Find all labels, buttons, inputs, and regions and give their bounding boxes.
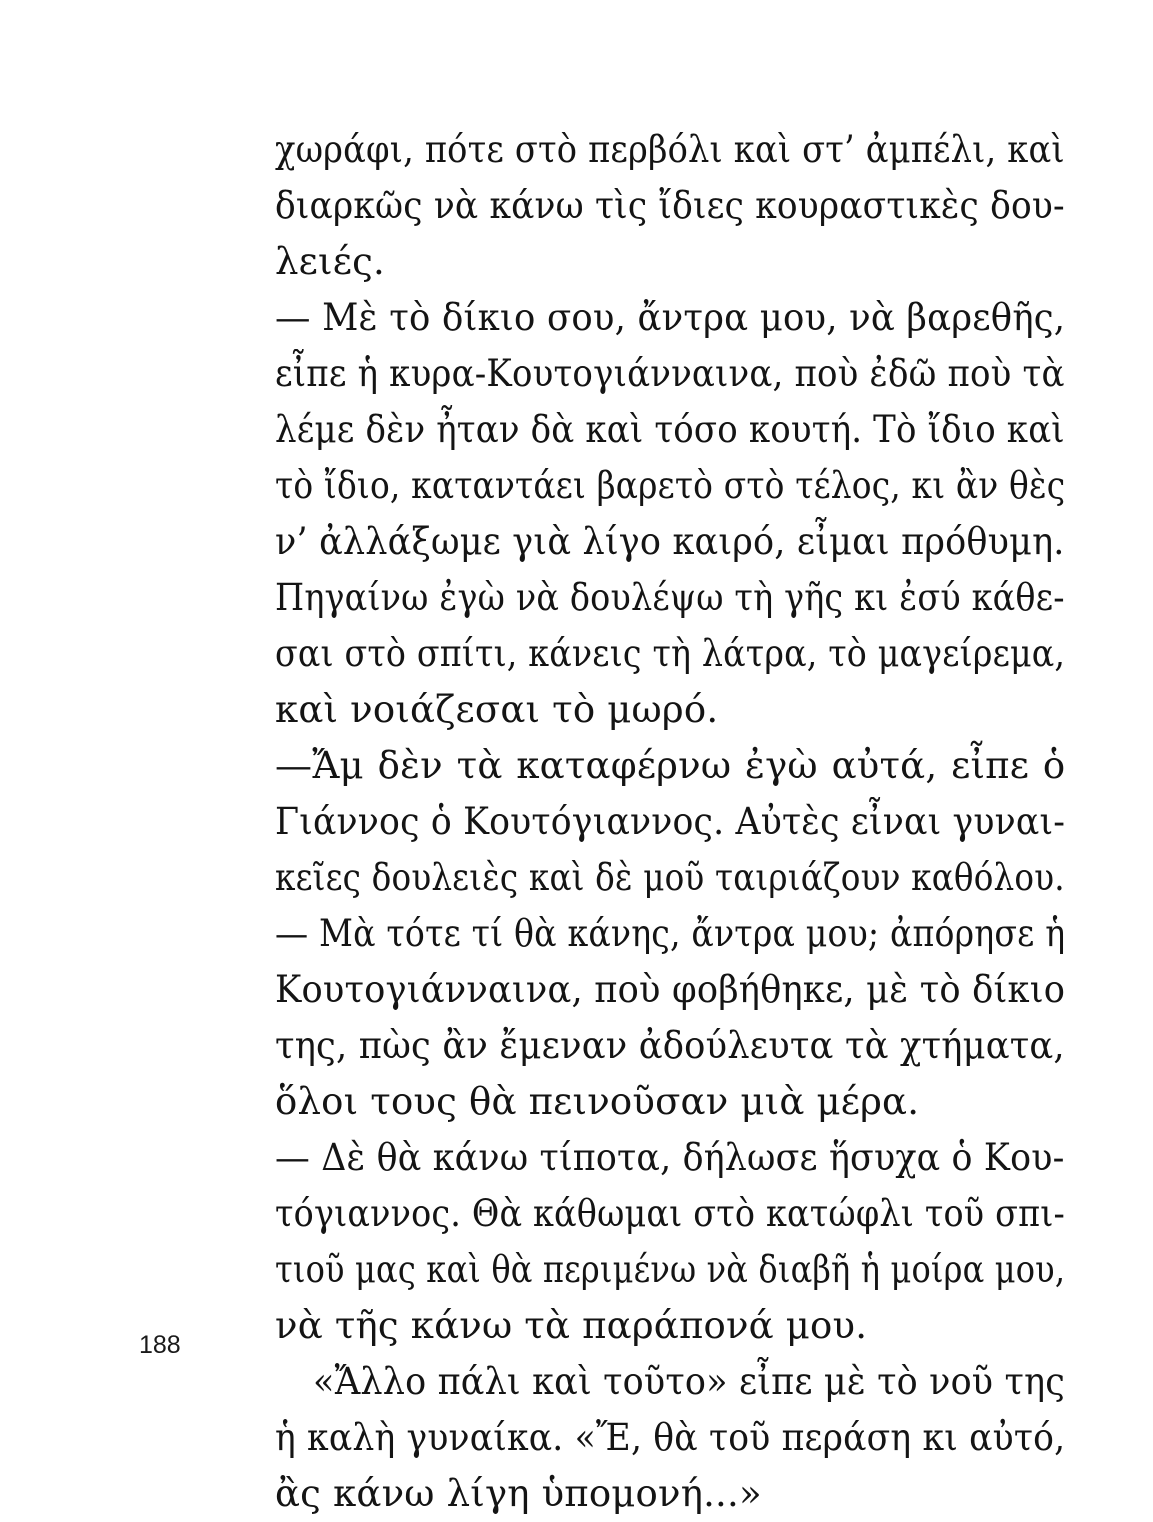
text-line: ν’ ἀλλάξωμε γιὰ λίγο καιρό, εἶμαι πρόθυμη. xyxy=(275,520,1065,563)
text-line: — Μὰ τότε τί θὰ κάνης, ἄντρα μου; ἀπόρησε ἡ xyxy=(275,912,1066,955)
text-line: «Ἄλλο πάλι καὶ τοῦτο» εἶπε μὲ τὸ νοῦ της xyxy=(313,1360,1065,1403)
text-line: τιοῦ μας καὶ θὰ περιμένω νὰ διαβῆ ἡ μοίρα μου, xyxy=(275,1248,1066,1291)
text-line: — Μὲ τὸ δίκιο σου, ἄντρα μου, νὰ βαρεθῆς, xyxy=(275,296,1066,339)
text-line: τὸ ἴδιο, καταντάει βαρετὸ στὸ τέλος, κι ἂν θὲς xyxy=(275,464,1066,507)
text-line: λέμε δὲν ἦταν δὰ καὶ τόσο κουτή. Τὸ ἴδιο καὶ xyxy=(275,408,1065,451)
text-line: ἂς κάνω λίγη ὑπομονή...» xyxy=(275,1472,762,1515)
text-line: της, πὼς ἂν ἔμεναν ἀδούλευτα τὰ χτήματα, xyxy=(275,1024,1065,1067)
text-line: νὰ τῆς κάνω τὰ παράπονά μου. xyxy=(275,1304,868,1347)
text-line: διαρκῶς νὰ κάνω τὶς ἴδιες κουραστικὲς δου- xyxy=(275,184,1065,227)
text-line: λειές. xyxy=(275,240,385,283)
page-number: 188 xyxy=(139,1331,181,1359)
text-line: σαι στὸ σπίτι, κάνεις τὴ λάτρα, τὸ μαγείρεμα, xyxy=(275,632,1066,675)
text-line: Γιάννος ὁ Κουτόγιαννος. Αὐτὲς εἶναι γυναι- xyxy=(275,800,1066,843)
text-line: Πηγαίνω ἐγὼ νὰ δουλέψω τὴ γῆς κι ἐσύ κάθε- xyxy=(275,576,1065,619)
text-line: ὅλοι τους θὰ πεινοῦσαν μιὰ μέρα. xyxy=(275,1080,920,1123)
text-line: τόγιαννος. Θὰ κάθωμαι στὸ κατώφλι τοῦ σπι- xyxy=(275,1192,1065,1235)
text-line: ἡ καλὴ γυναίκα. «Ἔ, θὰ τοῦ περάση κι αὐτό, xyxy=(275,1416,1066,1459)
text-line: —Ἄμ δὲν τὰ καταφέρνω ἐγὼ αὐτά, εἶπε ὁ xyxy=(275,744,1066,787)
text-line: εἶπε ἡ κυρα-Κουτογιάνναινα, ποὺ ἐδῶ ποὺ τὰ xyxy=(275,352,1065,395)
text-line: — Δὲ θὰ κάνω τίποτα, δήλωσε ἥσυχα ὁ Κου- xyxy=(275,1136,1065,1179)
text-line: χωράφι, πότε στὸ περβόλι καὶ στ’ ἀμπέλι, καὶ xyxy=(275,128,1065,171)
text-line: Κουτογιάνναινα, ποὺ φοβήθηκε, μὲ τὸ δίκιο xyxy=(275,968,1066,1011)
text-line: κεῖες δουλειὲς καὶ δὲ μοῦ ταιριάζουν καθόλου. xyxy=(275,856,1065,899)
text-line: καὶ νοιάζεσαι τὸ μωρό. xyxy=(275,688,719,731)
